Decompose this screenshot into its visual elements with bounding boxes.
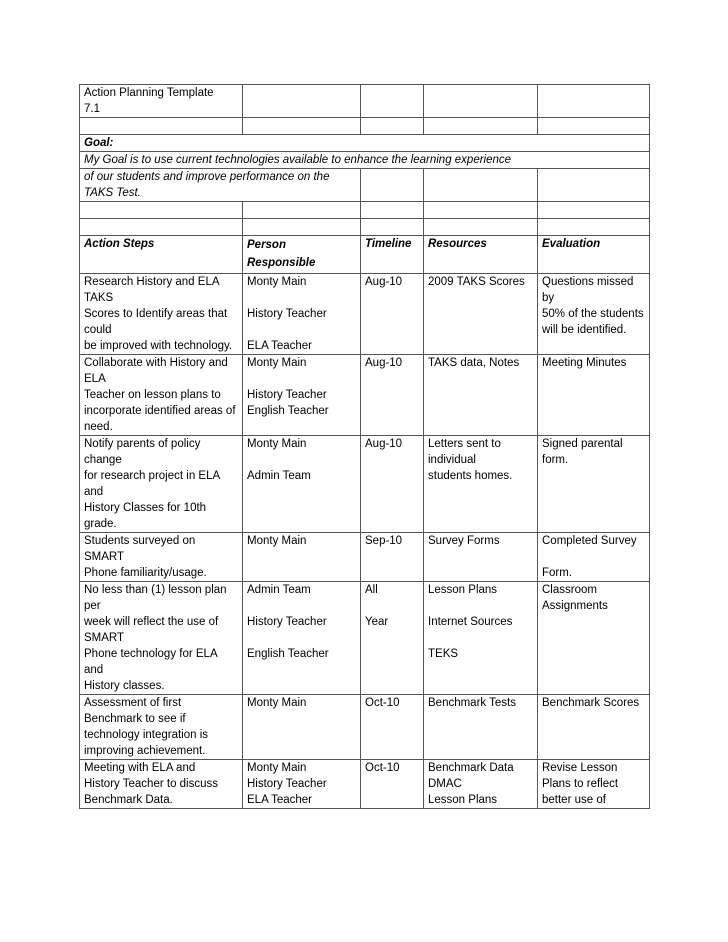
person-text — [247, 598, 356, 614]
action-cell — [80, 533, 243, 582]
col-header-action-steps: Action Steps — [84, 238, 155, 250]
person-text: Monty Main — [247, 697, 307, 709]
action-text: Phone technology for ELA and — [84, 648, 217, 676]
resources-text: Internet Sources — [428, 616, 513, 628]
timeline-cell — [361, 582, 424, 695]
resources-text — [428, 630, 533, 646]
table-row — [80, 760, 650, 809]
evaluation-cell — [538, 274, 650, 355]
resources-cell — [424, 760, 538, 809]
evaluation-text: Classroom — [542, 584, 597, 596]
person-text: Admin Team — [247, 470, 311, 482]
evaluation-text: Meeting Minutes — [542, 357, 627, 369]
evaluation-text: Revise Lesson — [542, 762, 618, 774]
resources-text: DMAC — [428, 778, 462, 790]
person-text: History Teacher — [247, 389, 327, 401]
person-cell — [243, 582, 361, 695]
resources-text: students homes. — [428, 470, 513, 482]
action-text: Scores to Identify areas that could — [84, 308, 228, 336]
timeline-text: Oct-10 — [365, 697, 400, 709]
resources-text: Letters sent to — [428, 438, 501, 450]
goal-continuation-row — [80, 169, 650, 202]
timeline-text: All — [365, 584, 378, 596]
resources-text: Benchmark Tests — [428, 697, 516, 709]
blank-row — [80, 202, 650, 219]
evaluation-text: 50% of the students — [542, 308, 644, 320]
action-text: History Classes for 10th grade. — [84, 502, 207, 530]
resources-text: 2009 TAKS Scores — [428, 276, 525, 288]
timeline-cell — [361, 760, 424, 809]
action-text: for research project in ELA and — [84, 470, 220, 498]
col-header-person-responsible: Person Responsible — [247, 239, 316, 269]
table-row — [80, 582, 650, 695]
timeline-cell — [361, 695, 424, 760]
table-row — [80, 274, 650, 355]
person-text: Monty Main — [247, 357, 307, 369]
evaluation-text: Questions missed by — [542, 276, 634, 304]
person-text: English Teacher — [247, 648, 329, 660]
person-cell — [243, 533, 361, 582]
action-text: week will reflect the use of SMART — [84, 616, 219, 644]
evaluation-text: better use of — [542, 794, 606, 806]
person-text: ELA Teacher — [247, 794, 313, 806]
evaluation-cell — [538, 695, 650, 760]
timeline-cell — [361, 436, 424, 533]
action-text: improving achievement. — [84, 745, 206, 757]
timeline-cell — [361, 274, 424, 355]
goal-label: Goal: — [84, 137, 114, 149]
person-cell — [243, 760, 361, 809]
resources-text: Lesson Plans — [428, 794, 498, 806]
template-version: 7.1 — [84, 103, 100, 115]
template-title-cell — [80, 85, 243, 118]
person-text: History Teacher — [247, 308, 327, 320]
action-cell — [80, 274, 243, 355]
person-text: History Teacher — [247, 616, 327, 628]
timeline-cell — [361, 355, 424, 436]
resources-text: TEKS — [428, 648, 459, 660]
col-header-timeline: Timeline — [365, 238, 412, 250]
person-text: Monty Main — [247, 762, 307, 774]
person-text: Monty Main — [247, 438, 307, 450]
action-text: Meeting with ELA and — [84, 762, 196, 774]
person-text: English Teacher — [247, 405, 329, 417]
evaluation-cell — [538, 582, 650, 695]
goal-text-line2: of our students and improve performance on the — [84, 171, 330, 183]
timeline-text: Aug-10 — [365, 357, 403, 369]
action-text: incorporate identified areas of — [84, 405, 236, 417]
action-text: Phone familiarity/usage. — [84, 567, 207, 579]
action-text: Benchmark to see if — [84, 713, 186, 725]
table-row — [80, 695, 650, 760]
action-text: Benchmark Data. — [84, 794, 173, 806]
person-text — [247, 630, 356, 646]
timeline-text — [365, 598, 419, 614]
action-cell — [80, 760, 243, 809]
action-plan-table — [79, 84, 650, 809]
table-row — [80, 355, 650, 436]
resources-text: Benchmark Data — [428, 762, 514, 774]
action-text: Students surveyed on SMART — [84, 535, 196, 563]
resources-cell — [424, 695, 538, 760]
resources-text: TAKS data, Notes — [428, 357, 520, 369]
evaluation-text: Plans to reflect — [542, 778, 619, 790]
person-cell — [243, 695, 361, 760]
action-text: Notify parents of policy change — [84, 438, 201, 466]
evaluation-cell — [538, 760, 650, 809]
action-text: History Teacher to discuss — [84, 778, 219, 790]
col-header-evaluation: Evaluation — [542, 238, 601, 250]
person-text: Monty Main — [247, 535, 307, 547]
evaluation-text: Assignments — [542, 600, 608, 612]
goal-text-line3: TAKS Test. — [84, 187, 141, 199]
blank-row — [80, 118, 650, 135]
title-row — [80, 85, 650, 118]
person-text: Admin Team — [247, 584, 311, 596]
resources-text: individual — [428, 454, 476, 466]
evaluation-text: Signed parental — [542, 438, 623, 450]
person-text — [247, 290, 356, 306]
evaluation-text: will be identified. — [542, 324, 627, 336]
resources-text — [428, 598, 533, 614]
action-text: Collaborate with History and ELA — [84, 357, 228, 385]
action-text: technology integration is — [84, 729, 209, 741]
resources-cell — [424, 582, 538, 695]
person-text — [247, 452, 356, 468]
resources-text: Lesson Plans — [428, 584, 498, 596]
resources-text: Survey Forms — [428, 535, 500, 547]
goal-label-row — [80, 135, 650, 152]
person-text — [247, 371, 356, 387]
action-rows — [80, 274, 650, 809]
blank-row — [80, 219, 650, 236]
col-header-resources: Resources — [428, 238, 487, 250]
table-row — [80, 436, 650, 533]
action-cell — [80, 355, 243, 436]
action-text: History classes. — [84, 680, 165, 692]
person-text: Monty Main — [247, 276, 307, 288]
resources-cell — [424, 533, 538, 582]
timeline-text: Aug-10 — [365, 438, 403, 450]
action-text: Teacher on lesson plans to — [84, 389, 221, 401]
goal-line-row — [80, 152, 650, 169]
resources-cell — [424, 436, 538, 533]
column-header-row — [80, 236, 650, 274]
action-cell — [80, 436, 243, 533]
evaluation-text — [542, 549, 645, 565]
resources-cell — [424, 274, 538, 355]
evaluation-cell — [538, 436, 650, 533]
person-cell — [243, 355, 361, 436]
action-text: Research History and ELA TAKS — [84, 276, 219, 304]
resources-cell — [424, 355, 538, 436]
table-row — [80, 533, 650, 582]
person-text: History Teacher — [247, 778, 327, 790]
template-title: Action Planning Template — [84, 87, 214, 99]
evaluation-text: Completed Survey — [542, 535, 637, 547]
action-text: need. — [84, 421, 113, 433]
goal-text-line1: My Goal is to use current technologies available to enhance the learning experience — [84, 154, 512, 166]
evaluation-text: form. — [542, 454, 569, 466]
evaluation-cell — [538, 533, 650, 582]
evaluation-text: Form. — [542, 567, 573, 579]
person-cell — [243, 274, 361, 355]
timeline-text: Sep-10 — [365, 535, 403, 547]
timeline-text: Oct-10 — [365, 762, 400, 774]
timeline-cell — [361, 533, 424, 582]
timeline-text: Year — [365, 616, 389, 628]
action-plan-document — [79, 84, 649, 809]
person-text: ELA Teacher — [247, 340, 313, 352]
action-text: Assessment of first — [84, 697, 182, 709]
action-cell — [80, 582, 243, 695]
person-cell — [243, 436, 361, 533]
person-text — [247, 322, 356, 338]
action-text: No less than (1) lesson plan per — [84, 584, 227, 612]
timeline-text: Aug-10 — [365, 276, 403, 288]
action-cell — [80, 695, 243, 760]
evaluation-cell — [538, 355, 650, 436]
evaluation-text: Benchmark Scores — [542, 697, 640, 709]
action-text: be improved with technology. — [84, 340, 233, 352]
